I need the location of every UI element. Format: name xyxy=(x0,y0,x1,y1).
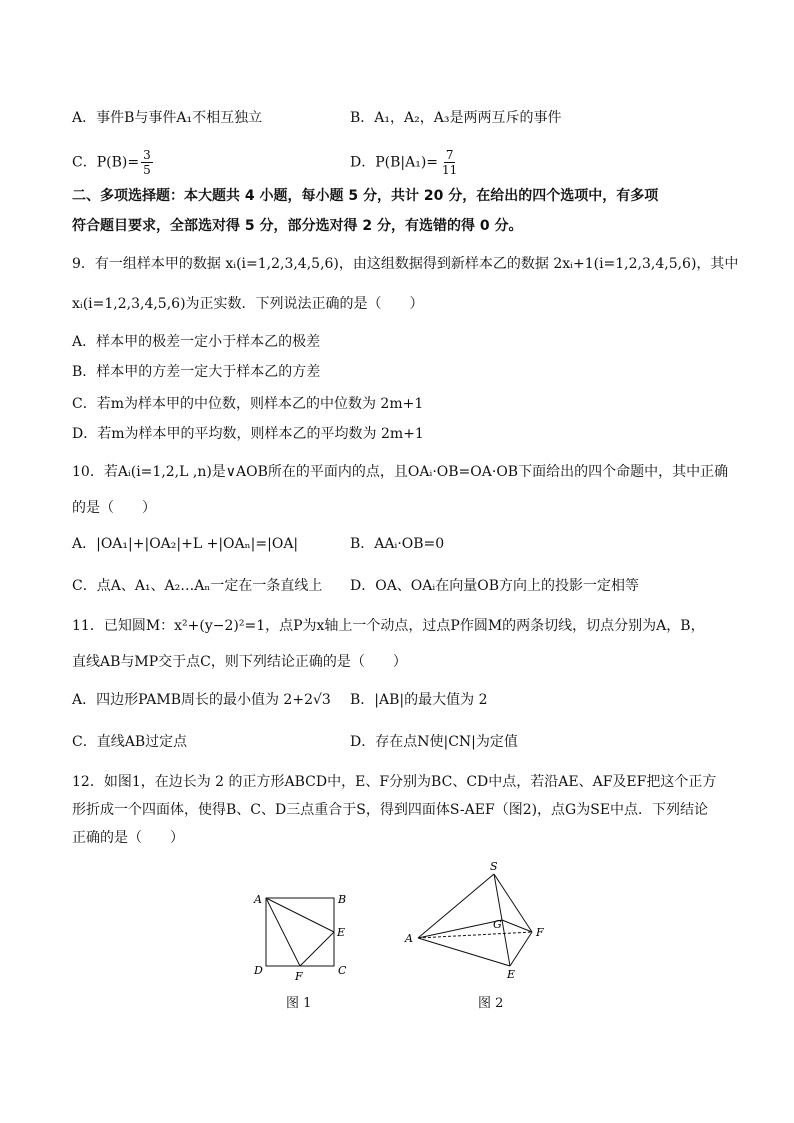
q8-option-c xyxy=(72,148,155,177)
q9-option-c: C．若m为样本甲的中位数，则样本乙的中位数为 2m+1 xyxy=(72,396,424,412)
q10-option-b: B．AAᵢ·OB=0 xyxy=(350,536,445,552)
fig2-label-s: S xyxy=(490,860,498,873)
fig2-edge-ae xyxy=(418,938,510,966)
q12-stem-line1: 12．如图1，在边长为 2 的正方形ABCD中，E、F分别为BC、CD中点，若沿AE、AF及EF把这个正方 xyxy=(72,774,717,790)
q11-stem-line2: 直线AB与MP交于点C，则下列结论正确的是（ ） xyxy=(72,654,407,670)
q11-option-d: D．存在点N使|CN|为定值 xyxy=(350,734,518,750)
q8-c-numerator: 3 xyxy=(143,148,151,162)
q9-option-b: B．样本甲的方差一定大于样本乙的方差 xyxy=(72,364,321,380)
q8-d-numerator: 7 xyxy=(445,148,454,162)
q10-option-d: D．OA、OAᵢ在向量OB方向上的投影一定相等 xyxy=(350,578,639,594)
fig1-label-f: F xyxy=(295,970,303,983)
fig1-label-c: C xyxy=(338,964,347,977)
fig1-line-af xyxy=(266,898,300,966)
q8-d-denominator: 11 xyxy=(442,163,458,177)
q9-stem-line1: 9．有一组样本甲的数据 xᵢ(i=1,2,3,4,5,6)，由这组数据得到新样本乙的数据 2xᵢ+1(i=1,2,3,4,5,6)，其中 xyxy=(72,256,739,272)
fig1-label-a: A xyxy=(254,893,262,906)
q8-option-d-prefix: D．P(B|A₁)= xyxy=(350,154,439,171)
q10-option-c: C．点A、A₁、A₂…Aₙ一定在一条直线上 xyxy=(72,578,323,594)
q11-option-c: C．直线AB过定点 xyxy=(72,734,188,750)
figure-2-tetrahedron xyxy=(400,858,560,982)
q10-option-a: A．|OA₁|+|OA₂|+L +|OAₙ|=|OA| xyxy=(72,536,299,552)
fig1-label-e: E xyxy=(337,926,346,939)
q9-stem-line2: xᵢ(i=1,2,3,4,5,6)为正实数．下列说法正确的是（ ） xyxy=(72,296,424,312)
q8-option-d-fraction xyxy=(440,148,459,177)
fig1-label-b: B xyxy=(338,893,347,906)
q12-stem-line3: 正确的是（ ） xyxy=(72,830,184,846)
fig2-label-g: G xyxy=(493,918,502,931)
q8-option-b: B．A₁，A₂，A₃是两两互斥的事件 xyxy=(350,110,562,126)
fig2-edge-as xyxy=(418,874,494,938)
q10-stem-line1: 10．若Aᵢ(i=1,2,L ,n)是∨AOB所在的平面内的点，且OAᵢ·OB=OA·OB下面给出的四个命题中，其中正确 xyxy=(72,464,729,480)
fig1-line-ef xyxy=(300,932,334,966)
fig1-label-d: D xyxy=(254,964,263,977)
figure-2-caption: 图 2 xyxy=(478,996,504,1011)
section2-heading-line1: 二、多项选择题：本大题共 4 小题，每小题 5 分，共计 20 分，在给出的四个选项中，有多项 xyxy=(72,188,659,204)
q8-option-c-fraction xyxy=(141,148,153,177)
fig2-edge-af-hidden xyxy=(418,932,532,938)
q8-option-c-prefix: C．P(B)= xyxy=(72,154,140,171)
q10-stem-line2: 的是（ ） xyxy=(72,500,156,516)
fig2-edge-ef xyxy=(510,932,532,966)
fig2-label-a: A xyxy=(405,932,413,945)
q8-option-d xyxy=(350,148,461,177)
figure-1-square xyxy=(248,888,358,988)
section2-heading-line2: 符合题目要求，全部选对得 5 分，部分选对得 2 分，有选错的得 0 分。 xyxy=(72,218,523,234)
fig2-label-e: E xyxy=(507,968,516,981)
q11-option-b: B．|AB|的最大值为 2 xyxy=(350,692,488,708)
figure-1-caption: 图 1 xyxy=(286,996,312,1011)
q9-option-a: A．样本甲的极差一定小于样本乙的极差 xyxy=(72,334,321,350)
q11-option-a: A．四边形PAMB周长的最小值为 2+2√3 xyxy=(72,692,331,708)
fig1-square-outline xyxy=(266,898,334,966)
fig1-line-ae xyxy=(266,898,334,932)
q11-stem-line1: 11．已知圆M：x²+(y−2)²=1，点P为x轴上一个动点，过点P作圆M的两条切线，切点分别为A，B， xyxy=(72,618,705,634)
fig2-label-f: F xyxy=(536,926,544,939)
q8-c-denominator: 5 xyxy=(143,163,151,177)
q8-option-a: A．事件B与事件A₁不相互独立 xyxy=(72,110,263,126)
q9-option-d: D．若m为样本甲的平均数，则样本乙的平均数为 2m+1 xyxy=(72,426,424,442)
q12-stem-line2: 形折成一个四面体，使得B、C、D三点重合于S，得到四面体S-AEF（图2)，点G为SE中点．下列结论 xyxy=(72,802,709,818)
